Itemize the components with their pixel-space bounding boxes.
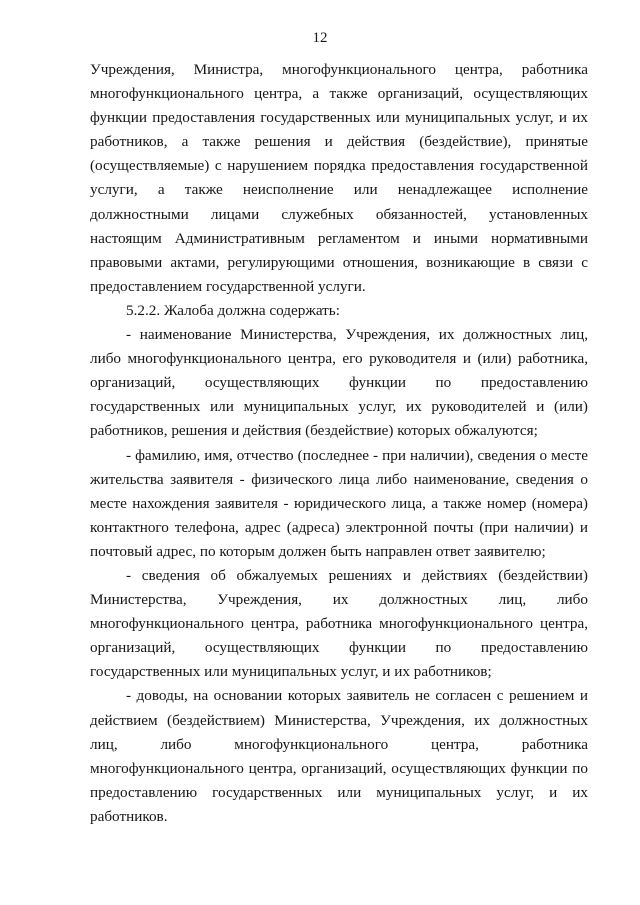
paragraph-item-appealed-decisions: - сведения об обжалуемых решениях и действиях (бездействии) Министерства, Учреждения, их должностных лиц, либо многофункционального центра, работника многофункционального центра, организаций, осуществляющих функции по предоставлению государственных или муниципальных услуг, и их работников; <box>90 566 588 681</box>
paragraph-section-5-2-2-heading: 5.2.2. Жалоба должна содержать: <box>126 301 340 319</box>
paragraph-complaint-subject-continued: Учреждения, Министра, многофункционального центра, работника многофункционального центра, а также организаций, осуществляющих функции предоставления государственных или муниципальных услуг, и их работников, а также решения и действия (бездействие), принятые (осуществляемые) с нарушением порядка предоставления государственной услуги, а также неисполнение или ненадлежащее исполнение должностными лицами служебных обязанностей, установленных настоящим Административным регламентом и иными нормативными правовыми актами, регулирующими отношения, возникающие в связи с предоставлением государственной услуги. <box>90 61 588 295</box>
document-body <box>90 58 588 829</box>
paragraph-item-names: - наименование Министерства, Учреждения, их должностных лиц, либо многофункционального центра, его руководителя и (или) работника, организаций, осуществляющих функции по предоставлению государственных или муниципальных услуг, их руководителей и (или) работников, решения и действия (бездействие) которых обжалуются; <box>90 326 588 440</box>
page-number: 12 <box>312 30 328 46</box>
paragraph-item-applicant-details: - фамилию, имя, отчество (последнее - при наличии), сведения о месте жительства заявителя - физического лица либо наименование, сведения о месте нахождения заявителя - юридического лица, а также номер (номера) контактного телефона, адрес (адреса) электронной почты (при наличии) и почтовый адрес, по которым должен быть направлен ответ заявителю; <box>90 446 588 560</box>
paragraph-item-arguments: - доводы, на основании которых заявитель не согласен с решением и действием (бездействием) Министерства, Учреждения, их должностных лиц, либо многофункционального центра, работника многофункционального центра, организаций, осуществляющих функции по предоставлению государственных или муниципальных услуг, и их работников. <box>90 687 588 825</box>
